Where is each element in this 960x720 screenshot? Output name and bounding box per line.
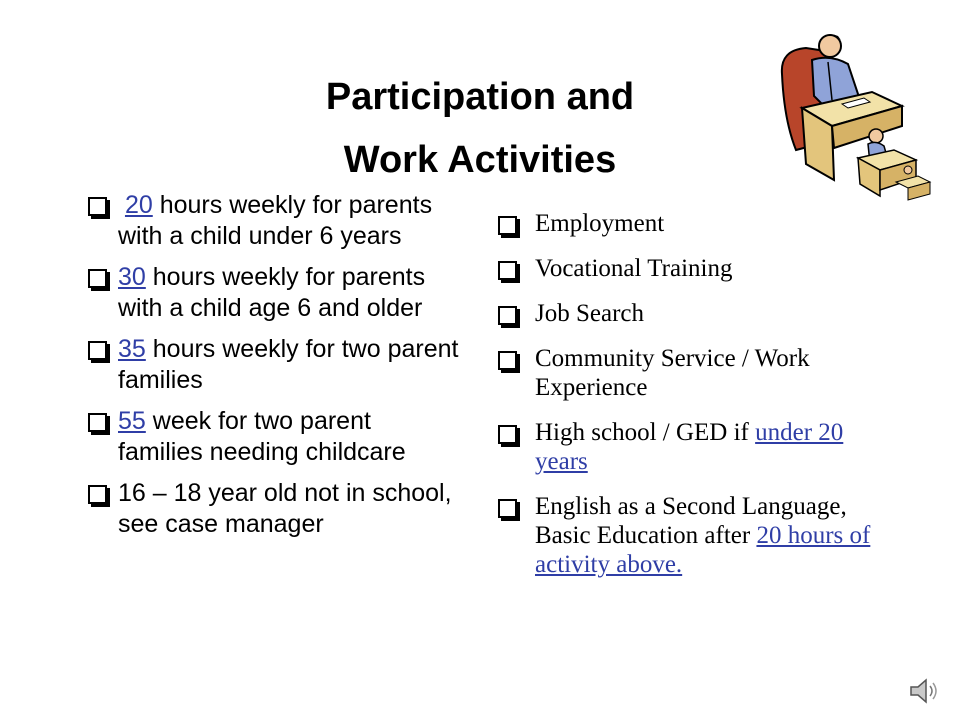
link-35-hours[interactable]: 35: [118, 335, 146, 363]
checkbox-bullet-icon: [498, 216, 517, 235]
speaker-icon[interactable]: [908, 676, 942, 706]
link-30-hours[interactable]: 30: [118, 263, 146, 291]
list-item: [86, 334, 461, 396]
title-line-2: Work Activities: [343, 139, 617, 181]
list-item: [86, 190, 461, 252]
list-item: [496, 254, 876, 283]
checkbox-bullet-icon: [88, 269, 107, 288]
list-item-text: English as a Second Language, Basic Education after: [535, 493, 847, 549]
list-item-text: 16 – 18 year old not in school, see case manager: [118, 479, 452, 538]
title-line-1: Participation and: [325, 76, 635, 118]
checkbox-bullet-icon: [88, 341, 107, 360]
list-item: [496, 299, 876, 328]
list-item-text: hours weekly for parents with a child age 6 and older: [118, 263, 426, 322]
list-item: [496, 492, 876, 579]
list-item-text: Vocational Training: [535, 255, 733, 282]
list-item: [496, 344, 876, 402]
checkbox-bullet-icon: [498, 499, 517, 518]
link-55-hours[interactable]: 55: [118, 407, 146, 435]
checkbox-bullet-icon: [88, 413, 107, 432]
list-item: [86, 262, 461, 324]
list-item: [86, 478, 461, 540]
list-item: [86, 406, 461, 468]
link-under-20-years[interactable]: under 20 years: [535, 419, 844, 475]
participation-hours-list: [86, 190, 461, 550]
work-activities-list: [496, 209, 876, 595]
link-20-hours[interactable]: 20: [124, 191, 153, 219]
page-title: [200, 66, 760, 192]
list-item: [496, 209, 876, 238]
checkbox-bullet-icon: [498, 425, 517, 444]
checkbox-bullet-icon: [88, 197, 107, 216]
checkbox-bullet-icon: [498, 306, 517, 325]
office-workers-clipart-icon: [772, 30, 940, 202]
checkbox-bullet-icon: [498, 351, 517, 370]
list-item-text: High school / GED if: [535, 419, 756, 446]
checkbox-bullet-icon: [498, 261, 517, 280]
list-item: [496, 418, 876, 476]
list-item-text: Community Service / Work Experience: [535, 345, 810, 401]
list-item-text: hours weekly for two parent families: [118, 335, 459, 394]
list-item-text: Employment: [535, 210, 665, 237]
list-item-text: week for two parent families needing childcare: [118, 407, 406, 466]
checkbox-bullet-icon: [88, 485, 107, 504]
list-item-text: hours weekly for parents with a child under 6 years: [118, 191, 433, 250]
link-20-hours-activity[interactable]: 20 hours of activity above.: [535, 522, 871, 578]
list-item-text: Job Search: [535, 300, 644, 327]
